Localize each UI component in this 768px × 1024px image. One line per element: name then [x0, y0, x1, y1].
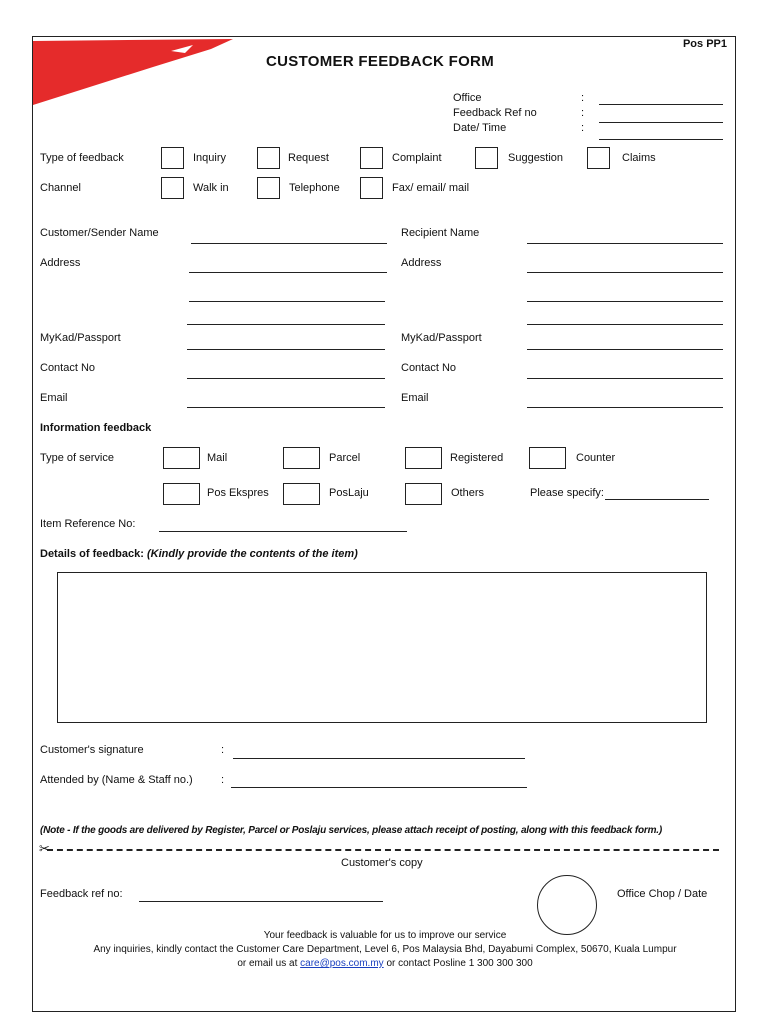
specify-label: Please specify:	[530, 487, 604, 499]
counter-label: Counter	[576, 452, 616, 464]
information-heading: Information feedback	[40, 422, 152, 434]
details-heading	[40, 548, 358, 560]
parcel-label: Parcel	[329, 452, 361, 464]
office-field[interactable]	[599, 104, 723, 105]
telephone-checkbox[interactable]	[257, 177, 280, 199]
fax-email-mail-label: Fax/ email/ mail	[392, 182, 470, 194]
sender-contact-field[interactable]	[187, 378, 385, 379]
sender-address-label: Address	[40, 257, 81, 269]
recipient-contact-label: Contact No	[401, 362, 457, 374]
sender-email-label: Email	[40, 392, 68, 404]
fax-email-mail-checkbox[interactable]	[360, 177, 383, 199]
complaint-label: Complaint	[392, 152, 442, 164]
parcel-checkbox[interactable]	[283, 447, 320, 469]
request-checkbox[interactable]	[257, 147, 280, 169]
suggestion-label: Suggestion	[508, 152, 564, 164]
inquiry-label: Inquiry	[193, 152, 227, 164]
recipient-id-label: MyKad/Passport	[401, 332, 482, 344]
pos-ekspres-checkbox[interactable]	[163, 483, 200, 505]
recipient-name-field[interactable]	[527, 243, 723, 244]
sender-contact-label: Contact No	[40, 362, 96, 374]
customer-copy-label: Customer's copy	[341, 857, 423, 869]
suggestion-checkbox[interactable]	[475, 147, 498, 169]
copy-ref-field[interactable]	[139, 901, 383, 902]
sender-id-label: MyKad/Passport	[40, 332, 121, 344]
date-field[interactable]	[599, 139, 723, 140]
form-code: Pos PP1	[682, 38, 727, 50]
page-title: CUSTOMER FEEDBACK FORM	[266, 53, 494, 70]
cut-line	[47, 849, 719, 851]
recipient-email-field[interactable]	[527, 407, 723, 408]
office-label: Office	[453, 92, 482, 104]
mail-label: Mail	[207, 452, 228, 464]
recipient-address-field[interactable]	[527, 301, 723, 302]
walk-in-label: Walk in	[193, 182, 229, 194]
service-label: Type of service	[40, 452, 114, 464]
colon: :	[581, 122, 585, 134]
email-link[interactable]: care@pos.com.my	[300, 958, 384, 969]
sender-id-field[interactable]	[187, 349, 385, 350]
details-heading-note: (Kindly provide the contents of the item)	[146, 548, 358, 560]
date-label: Date/ Time	[453, 122, 507, 134]
copy-ref-label: Feedback ref no:	[40, 888, 123, 900]
others-label: Others	[451, 487, 485, 499]
attended-by-field[interactable]	[231, 787, 527, 788]
footer-email-prefix: or email us at	[237, 958, 298, 969]
recipient-address-field[interactable]	[527, 272, 723, 273]
details-heading-text: Details of feedback:	[40, 548, 144, 560]
sender-name-field[interactable]	[191, 243, 387, 244]
signature-field[interactable]	[233, 758, 525, 759]
recipient-contact-field[interactable]	[527, 378, 723, 379]
counter-checkbox[interactable]	[529, 447, 566, 469]
type-of-feedback-label: Type of feedback	[40, 152, 124, 164]
request-label: Request	[288, 152, 329, 164]
others-checkbox[interactable]	[405, 483, 442, 505]
telephone-label: Telephone	[289, 182, 340, 194]
sender-name-label: Customer/Sender Name	[40, 227, 159, 239]
office-chop-label: Office Chop / Date	[617, 888, 708, 900]
registered-checkbox[interactable]	[405, 447, 442, 469]
sender-email-field[interactable]	[187, 407, 385, 408]
footer-line-1: Your feedback is valuable for us to improve our service	[263, 930, 507, 941]
sender-address-field[interactable]	[189, 301, 385, 302]
footer-line-3	[33, 958, 737, 969]
recipient-id-field[interactable]	[527, 349, 723, 350]
ref-field[interactable]	[599, 122, 723, 123]
scissors-icon: ✂	[39, 841, 50, 856]
registered-label: Registered	[450, 452, 504, 464]
inquiry-checkbox[interactable]	[161, 147, 184, 169]
recipient-address-label: Address	[401, 257, 442, 269]
footer-line-2: Any inquiries, kindly contact the Customer Care Department, Level 6, Pos Malaysia Bhd, Dayabumi Complex, 50670, Kuala Lumpur	[93, 944, 677, 955]
colon: :	[221, 774, 225, 786]
mail-checkbox[interactable]	[163, 447, 200, 469]
walk-in-checkbox[interactable]	[161, 177, 184, 199]
claims-checkbox[interactable]	[587, 147, 610, 169]
sender-address-field[interactable]	[189, 272, 387, 273]
item-ref-label: Item Reference No:	[40, 518, 136, 530]
colon: :	[581, 107, 585, 119]
signature-label: Customer's signature	[40, 744, 144, 756]
channel-label: Channel	[40, 182, 81, 194]
colon: :	[221, 744, 225, 756]
pos-logo-swoosh	[33, 37, 243, 107]
form-frame	[32, 36, 736, 1012]
pos-ekspres-label: Pos Ekspres	[207, 487, 269, 499]
footer-posline: or contact Posline 1 300 300 300	[386, 958, 533, 969]
poslaju-label: PosLaju	[329, 487, 369, 499]
sender-address-field[interactable]	[187, 324, 385, 325]
recipient-address-field[interactable]	[527, 324, 723, 325]
details-textarea[interactable]	[57, 572, 707, 723]
specify-field[interactable]	[605, 499, 709, 500]
attended-by-label: Attended by (Name & Staff no.)	[40, 774, 193, 786]
item-ref-field[interactable]	[159, 531, 407, 532]
claims-label: Claims	[622, 152, 656, 164]
ref-label: Feedback Ref no	[453, 107, 537, 119]
complaint-checkbox[interactable]	[360, 147, 383, 169]
office-chop-circle	[537, 875, 597, 935]
recipient-email-label: Email	[401, 392, 429, 404]
colon: :	[581, 92, 585, 104]
note-text: (Note - If the goods are delivered by Register, Parcel or Poslaju services, please attach receipt of posting, along with this feedback form.)	[40, 825, 662, 836]
poslaju-checkbox[interactable]	[283, 483, 320, 505]
recipient-name-label: Recipient Name	[401, 227, 480, 239]
